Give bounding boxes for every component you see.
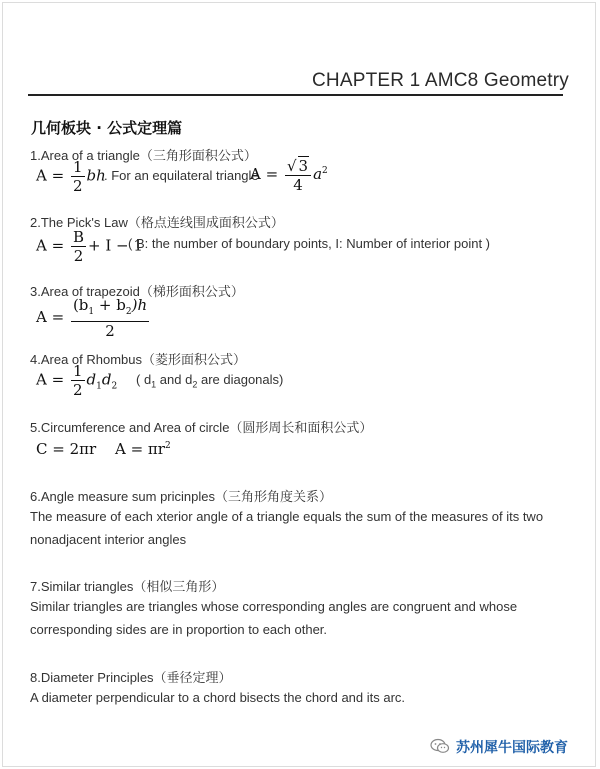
subscript: 2 xyxy=(111,381,118,392)
section-7-title: 7.Similar triangles（相似三角形） xyxy=(30,579,225,594)
fraction xyxy=(71,228,86,265)
fraction-numerator: 1 xyxy=(72,362,83,380)
fraction xyxy=(71,158,85,195)
formula-lhs: A = xyxy=(36,236,65,255)
section-2-note: ( B: the number of boundary points, I: Number of interior point ) xyxy=(128,236,491,251)
section-7-body: Similar triangles are triangles whose corresponding angles are congruent and whose corresponding sides are in proportion to each other. xyxy=(30,599,518,637)
brand-name: 苏州犀牛国际教育 xyxy=(456,740,568,756)
fraction-denominator: 2 xyxy=(72,381,83,399)
exponent: 2 xyxy=(164,441,171,451)
section-3-title: 3.Area of trapezoid（梯形面积公式） xyxy=(30,284,244,299)
section-3-formula xyxy=(36,296,151,340)
section-1-formula-2 xyxy=(250,156,328,194)
formula-lhs: A = xyxy=(36,370,65,389)
fraction xyxy=(285,156,311,194)
variable: d xyxy=(86,370,97,389)
subscript: 1 xyxy=(96,381,102,392)
variable: d xyxy=(101,370,112,389)
section-8-title: 8.Diameter Principles（垂径定理） xyxy=(30,670,232,685)
sqrt-argument: 3 xyxy=(298,157,309,175)
section-5-formula-1: C = 2πr xyxy=(36,440,97,458)
subscript: 1 xyxy=(151,379,157,390)
section-8-body: A diameter perpendicular to a chord bisects the chord and its arc. xyxy=(30,690,406,705)
section-6-title: 6.Angle measure sum pricinples（三角形角度关系） xyxy=(30,489,332,504)
footer-brand xyxy=(430,737,568,758)
section-2-title: 2.The Pick's Law（格点连线围成面积公式） xyxy=(30,215,284,230)
note-part: ( d xyxy=(136,372,152,387)
section-4-title: 4.Area of Rhombus（菱形面积公式） xyxy=(30,352,247,367)
fraction-numerator: √ 3 xyxy=(285,156,311,176)
num-part: + b xyxy=(94,296,126,314)
subscript: 2 xyxy=(125,307,132,317)
section-5-title: 5.Circumference and Area of circle（圆形周长和面积公式） xyxy=(30,420,373,435)
formula-lhs: A = xyxy=(36,308,65,326)
num-part: (b xyxy=(72,296,89,314)
section-6-body: The measure of each xterior angle of a triangle equals the sum of the measures of its two nonadjacent interior angles xyxy=(30,509,544,547)
fraction xyxy=(71,296,149,340)
fraction-denominator: 2 xyxy=(72,177,83,195)
section-2-formula xyxy=(36,228,143,265)
formula-lhs: A = xyxy=(250,165,279,183)
fraction-numerator: B xyxy=(72,228,84,246)
fraction-denominator: 2 xyxy=(105,322,115,340)
section-1-title: 1.Area of a triangle（三角形面积公式） xyxy=(30,148,257,163)
formula-tail: + I − 1 xyxy=(87,236,143,255)
note-part: are diagonals) xyxy=(197,372,284,387)
section-4-note xyxy=(136,372,283,390)
formula-tail: a xyxy=(313,165,323,183)
section-4-formula xyxy=(36,362,117,399)
num-part: )h xyxy=(131,296,148,314)
formula-tail: bh xyxy=(86,166,106,185)
section-1-note: . For an equilateral triangle xyxy=(104,168,259,183)
fraction-denominator: 4 xyxy=(293,176,303,194)
fraction xyxy=(71,362,85,399)
section-5-formula-2 xyxy=(115,440,171,458)
formula-lhs: A = πr xyxy=(115,440,165,458)
page-heading: 几何板块 · 公式定理篇 xyxy=(31,119,183,137)
subscript: 2 xyxy=(192,379,198,390)
exponent: 2 xyxy=(322,166,328,176)
note-part: and d xyxy=(156,372,193,387)
chapter-title: CHAPTER 1 AMC8 Geometry xyxy=(312,70,569,91)
fraction-numerator: 1 xyxy=(72,158,83,176)
wechat-icon xyxy=(430,738,450,758)
fraction-denominator: 2 xyxy=(73,247,84,265)
header-rule xyxy=(28,94,563,96)
fraction-numerator xyxy=(71,296,149,322)
subscript: 1 xyxy=(88,307,95,317)
section-1-formula xyxy=(36,158,106,195)
formula-lhs: A = xyxy=(36,166,65,185)
